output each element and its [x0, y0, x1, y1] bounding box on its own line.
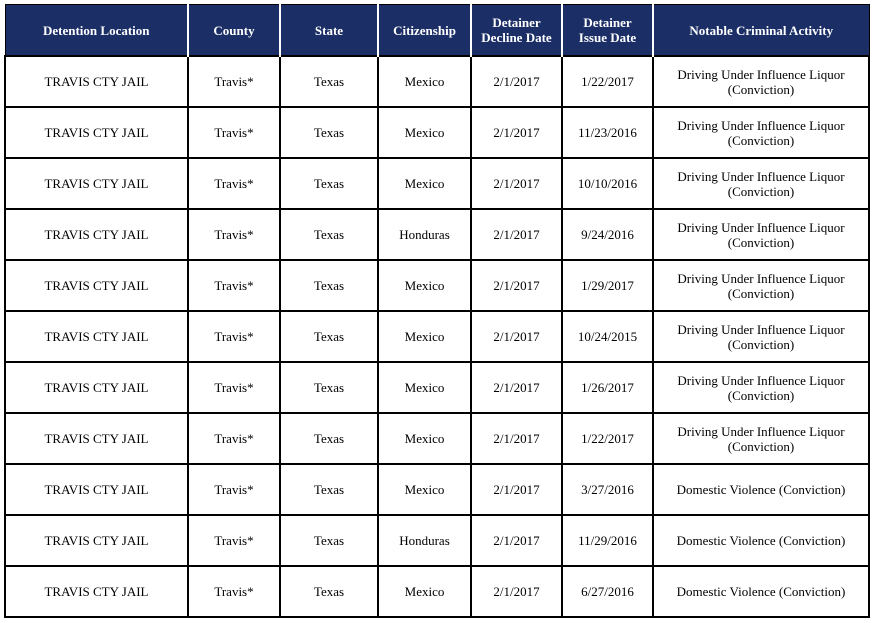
cell-decline-date: 2/1/2017 [471, 158, 562, 209]
cell-county: Travis* [188, 260, 280, 311]
cell-state: Texas [280, 56, 378, 107]
cell-citizenship: Mexico [378, 464, 471, 515]
cell-state: Texas [280, 362, 378, 413]
cell-criminal-activity: Driving Under Influence Liquor (Conviction) [653, 107, 869, 158]
table-row [5, 566, 869, 617]
cell-county: Travis* [188, 56, 280, 107]
cell-criminal-activity: Driving Under Influence Liquor (Conviction) [653, 56, 869, 107]
cell-issue-date: 10/24/2015 [562, 311, 653, 362]
cell-criminal-activity: Driving Under Influence Liquor (Conviction) [653, 158, 869, 209]
cell-detention-location: TRAVIS CTY JAIL [5, 311, 188, 362]
table-row [5, 464, 869, 515]
cell-criminal-activity: Driving Under Influence Liquor (Conviction) [653, 260, 869, 311]
cell-criminal-activity: Domestic Violence (Conviction) [653, 515, 869, 566]
header-issue-date [562, 5, 653, 57]
cell-citizenship: Honduras [378, 209, 471, 260]
cell-state: Texas [280, 209, 378, 260]
table-row [5, 311, 869, 362]
cell-state: Texas [280, 158, 378, 209]
cell-detention-location: TRAVIS CTY JAIL [5, 260, 188, 311]
header-state: State [280, 5, 378, 57]
cell-state: Texas [280, 107, 378, 158]
table-row [5, 260, 869, 311]
cell-county: Travis* [188, 209, 280, 260]
cell-citizenship: Mexico [378, 158, 471, 209]
cell-county: Travis* [188, 464, 280, 515]
cell-decline-date: 2/1/2017 [471, 260, 562, 311]
header-decline-date-line1: Detainer [492, 15, 541, 30]
table-body [5, 56, 869, 617]
cell-county: Travis* [188, 362, 280, 413]
cell-decline-date: 2/1/2017 [471, 413, 562, 464]
cell-decline-date: 2/1/2017 [471, 464, 562, 515]
cell-issue-date: 1/26/2017 [562, 362, 653, 413]
table-row [5, 515, 869, 566]
cell-decline-date: 2/1/2017 [471, 107, 562, 158]
cell-state: Texas [280, 413, 378, 464]
cell-issue-date: 3/27/2016 [562, 464, 653, 515]
cell-county: Travis* [188, 158, 280, 209]
cell-county: Travis* [188, 311, 280, 362]
table-row [5, 107, 869, 158]
cell-state: Texas [280, 566, 378, 617]
table-row [5, 56, 869, 107]
detainer-table [4, 4, 870, 618]
table-row [5, 209, 869, 260]
cell-criminal-activity: Domestic Violence (Conviction) [653, 464, 869, 515]
cell-criminal-activity: Driving Under Influence Liquor (Conviction) [653, 209, 869, 260]
header-decline-date-line2: Decline Date [481, 30, 552, 45]
cell-citizenship: Honduras [378, 515, 471, 566]
cell-issue-date: 1/22/2017 [562, 413, 653, 464]
cell-state: Texas [280, 311, 378, 362]
header-detention-location: Detention Location [5, 5, 188, 57]
cell-detention-location: TRAVIS CTY JAIL [5, 515, 188, 566]
cell-criminal-activity: Driving Under Influence Liquor (Conviction) [653, 362, 869, 413]
table-row [5, 413, 869, 464]
table-row [5, 362, 869, 413]
cell-decline-date: 2/1/2017 [471, 56, 562, 107]
table-header [5, 5, 869, 57]
cell-issue-date: 1/22/2017 [562, 56, 653, 107]
header-row [5, 5, 869, 57]
cell-citizenship: Mexico [378, 107, 471, 158]
cell-citizenship: Mexico [378, 311, 471, 362]
cell-issue-date: 11/23/2016 [562, 107, 653, 158]
cell-county: Travis* [188, 413, 280, 464]
cell-state: Texas [280, 260, 378, 311]
cell-criminal-activity: Domestic Violence (Conviction) [653, 566, 869, 617]
cell-criminal-activity: Driving Under Influence Liquor (Conviction) [653, 413, 869, 464]
cell-detention-location: TRAVIS CTY JAIL [5, 566, 188, 617]
cell-issue-date: 10/10/2016 [562, 158, 653, 209]
cell-state: Texas [280, 464, 378, 515]
cell-county: Travis* [188, 566, 280, 617]
cell-citizenship: Mexico [378, 413, 471, 464]
cell-citizenship: Mexico [378, 362, 471, 413]
header-issue-date-line1: Detainer [583, 15, 632, 30]
cell-county: Travis* [188, 515, 280, 566]
cell-criminal-activity: Driving Under Influence Liquor (Conviction) [653, 311, 869, 362]
cell-citizenship: Mexico [378, 56, 471, 107]
cell-citizenship: Mexico [378, 566, 471, 617]
cell-detention-location: TRAVIS CTY JAIL [5, 209, 188, 260]
header-county: County [188, 5, 280, 57]
cell-detention-location: TRAVIS CTY JAIL [5, 464, 188, 515]
cell-state: Texas [280, 515, 378, 566]
cell-decline-date: 2/1/2017 [471, 515, 562, 566]
cell-issue-date: 1/29/2017 [562, 260, 653, 311]
header-citizenship: Citizenship [378, 5, 471, 57]
cell-decline-date: 2/1/2017 [471, 566, 562, 617]
cell-detention-location: TRAVIS CTY JAIL [5, 362, 188, 413]
cell-detention-location: TRAVIS CTY JAIL [5, 107, 188, 158]
cell-decline-date: 2/1/2017 [471, 362, 562, 413]
cell-county: Travis* [188, 107, 280, 158]
cell-citizenship: Mexico [378, 260, 471, 311]
header-criminal-activity: Notable Criminal Activity [653, 5, 869, 57]
cell-detention-location: TRAVIS CTY JAIL [5, 56, 188, 107]
cell-detention-location: TRAVIS CTY JAIL [5, 413, 188, 464]
cell-issue-date: 11/29/2016 [562, 515, 653, 566]
header-issue-date-line2: Issue Date [578, 30, 637, 45]
cell-issue-date: 6/27/2016 [562, 566, 653, 617]
header-decline-date [471, 5, 562, 57]
cell-issue-date: 9/24/2016 [562, 209, 653, 260]
cell-decline-date: 2/1/2017 [471, 209, 562, 260]
table-row [5, 158, 869, 209]
cell-detention-location: TRAVIS CTY JAIL [5, 158, 188, 209]
cell-decline-date: 2/1/2017 [471, 311, 562, 362]
